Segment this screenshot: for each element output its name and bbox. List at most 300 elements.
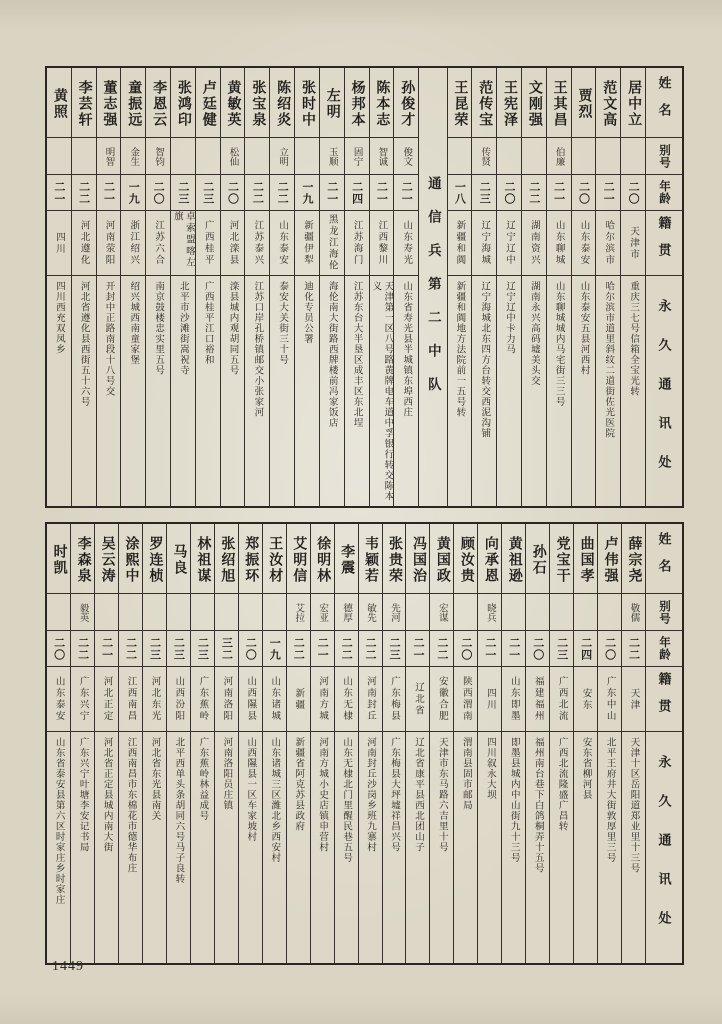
person-native-place: 河北正定 [95,667,118,732]
person-age: 二一 [394,175,418,211]
person-age: 二二 [359,631,382,667]
person-name: 李森泉 [71,524,94,594]
person-name: 黄敏英 [221,68,245,138]
person-alias [263,594,286,631]
person-alias: 智钧 [146,138,170,175]
person-name: 林祖谋 [191,524,214,594]
person-column [47,68,71,506]
person-age: 二一 [596,175,620,211]
person-alias: 毅英 [71,594,94,631]
person-address: 渭南县固市邮局 [460,737,471,811]
person-native-place: 辽北省 [406,667,429,732]
person-alias [196,138,220,175]
person-native-place: 山东即墨 [502,667,525,732]
person-alias [454,594,477,631]
person-column [190,524,214,963]
header-column-top [645,68,682,506]
person-alias: 德厚 [335,594,358,631]
person-alias: 先河 [383,594,406,631]
person-column [447,68,472,506]
person-native-place: 河南方城 [311,667,334,732]
person-column [170,68,195,506]
person-column [70,524,94,963]
person-native-place: 浙江绍兴 [121,211,145,276]
person-address: 江苏口岸孔桥镇邮交小张家河 [252,281,263,418]
person-name: 艾明信 [287,524,310,594]
person-column [269,68,294,506]
person-alias: 晓兵 [478,594,501,631]
person-column [621,524,645,963]
header-alias-label: 别号 [646,138,682,175]
person-column [453,524,477,963]
person-column [142,524,166,963]
person-alias: 松仙 [221,138,245,175]
person-native-place: 黑龙江海伦 [320,211,344,276]
person-address: 广西北流隆盛广昌转 [556,737,567,832]
person-name: 张宝泉 [245,68,269,138]
person-alias [239,594,262,631]
person-address: 滦县城内观胡同五号 [227,281,238,376]
person-name: 党宝干 [550,524,573,594]
person-native-place: 广东兴宁 [71,667,94,732]
person-name: 王其昌 [547,68,571,138]
person-address: 安东省柳河县 [580,737,591,800]
person-column [471,68,496,506]
person-column [310,524,334,963]
person-age: 二三 [167,631,190,667]
person-age: 二〇 [221,175,245,211]
person-age: 一九 [295,175,319,211]
person-age: 二一 [406,631,429,667]
header-native-label: 籍贯 [646,667,682,732]
person-address: 广东蕉岭林益成号 [197,737,208,821]
person-column [286,524,310,963]
person-alias [621,138,645,175]
person-column [525,524,549,963]
person-name: 王昆荣 [448,68,472,138]
person-column [620,68,645,506]
person-alias [572,138,596,175]
person-alias [215,594,238,631]
person-name: 马良 [167,524,190,594]
person-column [334,524,358,963]
person-name: 张时中 [295,68,319,138]
person-native-place: 天津 [622,667,645,732]
person-age: 二二 [72,175,96,211]
person-native-place: 新疆和阗 [448,211,472,276]
person-age: 二二 [335,631,358,667]
person-alias [596,138,620,175]
person-column [382,524,406,963]
person-address: 福州南台巷下白鸽桐弄十五号 [532,737,543,874]
person-age: 二三 [550,631,573,667]
person-alias: 智诚 [370,138,394,175]
person-name: 吴云涛 [95,524,118,594]
header-column-bottom [645,524,682,963]
person-name: 李恩云 [146,68,170,138]
person-address: 山东无棣北门里醒民巷五号 [341,737,352,863]
header-native-label: 籍贯 [646,211,682,276]
person-column [597,524,621,963]
person-native-place: 广西桂平 [196,211,220,276]
person-name: 左明 [320,68,344,138]
person-age: 二〇 [526,631,549,667]
person-name: 童振远 [121,68,145,138]
person-age: 二三 [196,175,220,211]
person-age: 二〇 [621,175,645,211]
person-address: 河南洛阳员庄镇 [221,737,232,811]
person-alias: 宏谋 [430,594,453,631]
person-column [571,68,596,506]
person-address: 河南封丘沙岗乡班九寨村 [365,737,376,853]
person-column [405,524,429,963]
person-name: 李芸轩 [72,68,96,138]
page-number: 1449 [52,959,84,974]
person-age: 二四 [574,631,597,667]
person-age: 二二 [270,175,294,211]
person-alias: 敏先 [359,594,382,631]
person-native-place: 山东无棣 [335,667,358,732]
person-native-place: 哈尔滨市 [596,211,620,276]
header-address-label: 永久通讯处 [656,755,672,950]
roster-table-bottom [45,522,684,965]
person-native-place: 广西北流 [550,667,573,732]
person-column [238,524,262,963]
person-native-place: 山西隰县 [239,667,262,732]
person-name: 居中立 [621,68,645,138]
person-name: 徐明林 [311,524,334,594]
person-age: 二二 [430,631,453,667]
person-name: 张绍旭 [215,524,238,594]
person-address: 哈尔滨市道里斜纹二道街佐光医院 [603,281,614,439]
person-age: 一九 [263,631,286,667]
person-name: 卢伟强 [598,524,621,594]
person-native-place: 山东诸城 [263,667,286,732]
person-age: 二三 [191,631,214,667]
person-column [145,68,170,506]
person-native-place: 河南荥阳 [97,211,121,276]
person-alias [406,594,429,631]
person-alias: 玉顺 [320,138,344,175]
person-column [166,524,190,963]
person-alias [167,594,190,631]
person-address: 山东聊城城内马宅街三三号 [553,281,564,407]
person-column [118,524,142,963]
person-column [244,68,269,506]
person-name: 范传宝 [472,68,496,138]
person-column [595,68,620,506]
person-address: 天津市东马路六吉里十号 [436,737,447,853]
person-address: 广西桂平江口裕和 [202,281,213,365]
person-alias: 立明 [270,138,294,175]
person-address: 南京鼓楼忠实里五号 [153,281,164,376]
person-address: 绍兴城西南童家堡 [128,281,139,365]
person-alias [143,594,166,631]
person-native-place: 新疆 [287,667,310,732]
person-age: 一八 [448,175,472,211]
person-name: 李震 [335,524,358,594]
person-address: 北平西单头条胡同六号马子良转 [173,737,184,884]
person-alias [47,138,71,175]
person-name: 王汝材 [263,524,286,594]
person-native-place: 湖南资兴 [522,211,546,276]
person-address: 山东诸城三区潍北乡西安村 [269,737,280,863]
person-alias [191,594,214,631]
person-column [546,68,571,506]
person-age: 二〇 [497,175,521,211]
person-alias: 敬儒 [622,594,645,631]
person-age: 二一 [97,175,121,211]
person-address: 天津第一区八号路黄牌电车道中孚银行转交陈本义 [370,281,393,502]
person-name: 涂熙中 [119,524,142,594]
person-column [47,524,70,963]
person-age: 二一 [547,175,571,211]
person-name: 罗连桢 [143,524,166,594]
person-column [393,68,418,506]
person-native-place: 河北东光 [143,667,166,732]
person-name: 董志强 [97,68,121,138]
person-column [477,524,501,963]
person-alias: 固宁 [345,138,369,175]
person-column [319,68,344,506]
header-alias-label: 别号 [646,594,682,631]
roster-table-top [45,66,684,508]
person-column [71,68,96,506]
unit-label-column [418,68,446,506]
person-native-place: 广东蕉岭 [191,667,214,732]
person-name: 文刚强 [522,68,546,138]
person-age: 二〇 [454,631,477,667]
person-address: 新疆和阗地方法院前一五号转 [454,281,465,418]
person-address: 四川叙永大坝 [484,737,495,800]
person-age: 二〇 [146,175,170,211]
person-name: 杨邦本 [345,68,369,138]
person-alias: 传贤 [472,138,496,175]
person-alias [72,138,96,175]
person-name: 黄祖逊 [502,524,525,594]
person-address: 河北省遵化县西街五十六号 [78,281,89,407]
header-name-label: 姓名 [646,524,682,594]
person-column [573,524,597,963]
person-address: 新疆省阿克苏县政府 [293,737,304,832]
person-column [501,524,525,963]
person-alias: 明智 [97,138,121,175]
person-native-place: 安东 [574,667,597,732]
person-alias: 俊文 [394,138,418,175]
person-address: 江西南昌市东棉花市德华布庄 [125,737,136,874]
person-native-place: 山东聊城 [547,211,571,276]
person-native-place: 新疆伊犁 [295,211,319,276]
person-age: 二一 [478,631,501,667]
header-age-label: 年龄 [646,631,682,667]
person-native-place: 山东泰安 [270,211,294,276]
person-name: 孙俊才 [394,68,418,138]
person-column [369,68,394,506]
person-alias [245,138,269,175]
person-address: 山东省泰安县第六区时家庄乡时家庄 [53,737,64,905]
person-name: 黄照 [47,68,71,138]
person-age: 二四 [345,175,369,211]
person-name: 陈本志 [370,68,394,138]
person-age: 二〇 [572,175,596,211]
person-column [94,524,118,963]
person-native-place: 河南洛阳 [215,667,238,732]
person-alias [497,138,521,175]
person-age: 二〇 [239,631,262,667]
person-address: 湖南永兴高码墟美头交 [528,281,539,386]
person-address: 山东泰安五县河西村 [578,281,589,376]
person-address: 四川西充双凤乡 [53,281,64,355]
person-alias [550,594,573,631]
person-address: 广东兴宁叶塘李安记书局 [77,737,88,853]
person-column [521,68,546,506]
person-address: 江苏东台大半垦区成丰区东北埕 [351,281,362,428]
person-alias: 艾拉 [287,594,310,631]
person-age: 二三 [171,175,195,211]
person-native-place: 四川 [478,667,501,732]
person-age: 二二 [245,175,269,211]
person-alias [522,138,546,175]
person-age: 一九 [121,175,145,211]
person-native-place: 辽宁海城 [472,211,496,276]
person-age: 二一 [320,175,344,211]
person-name: 贾烈 [572,68,596,138]
person-age: 二二 [71,631,94,667]
person-column [358,524,382,963]
person-column [120,68,145,506]
person-native-place: 陕西渭南 [454,667,477,732]
person-address: 北平市沙滩街嵩祝寺 [177,281,188,376]
header-age-label: 年龄 [646,175,682,211]
person-address: 辽宁辽中卡力马 [504,281,515,355]
person-name: 向承恩 [478,524,501,594]
unit-label: 通信兵第二中队 [425,175,441,411]
person-native-place: 四川 [47,211,71,276]
person-age: 二三 [143,631,166,667]
person-age: 二二 [522,175,546,211]
person-alias [598,594,621,631]
person-age: 二一 [95,631,118,667]
person-name: 陈绍炎 [270,68,294,138]
person-age: 二二 [287,631,310,667]
person-column [195,68,220,506]
person-name: 张鸿印 [171,68,195,138]
person-age: 二一 [47,175,71,211]
person-native-place: 江西黎川 [370,211,394,276]
person-name: 卢廷健 [196,68,220,138]
person-native-place: 江西南昌 [119,667,142,732]
person-address: 河南方城小史店镇申营村 [317,737,328,853]
person-native-place: 江苏泰兴 [245,211,269,276]
person-age: 三二 [215,631,238,667]
person-address: 山西隰县一区车家坡村 [245,737,256,842]
person-native-place: 广东中山 [598,667,621,732]
person-native-place: 广东梅县 [383,667,406,732]
person-alias: 宏亚 [311,594,334,631]
person-native-place: 河北滦县 [221,211,245,276]
person-column [549,524,573,963]
person-address: 海伦南大街路西牌楼前冯家饭店 [326,281,337,428]
person-address: 辽宁海城北东四方台转交西泥沟铺 [479,281,490,439]
person-native-place: 福建福州 [526,667,549,732]
person-column [214,524,238,963]
person-address: 辽北省康平县西北团山子 [412,737,423,853]
person-column [294,68,319,506]
person-address: 迪化专员公署 [301,281,312,344]
person-age: 二二 [119,631,142,667]
person-native-place: 卓索盟喀左旗 [171,211,195,276]
person-column [429,524,453,963]
person-native-place: 山东泰安 [572,211,596,276]
person-name: 曲国孝 [574,524,597,594]
person-alias [95,594,118,631]
person-alias: 金生 [121,138,145,175]
header-address-label: 永久通讯处 [656,298,672,494]
person-address: 即墨县城内中山街九十三号 [508,737,519,863]
person-age: 二三 [472,175,496,211]
person-native-place: 江苏六合 [146,211,170,276]
person-alias [574,594,597,631]
person-name: 王宪泽 [497,68,521,138]
person-native-place: 天津市 [621,211,645,276]
person-age: 二〇 [598,631,621,667]
person-address: 河北省正定县城内南大街 [101,737,112,853]
person-native-place: 山东寿光 [394,211,418,276]
person-native-place: 山东泰安 [47,667,70,732]
person-age: 二一 [502,631,525,667]
person-native-place: 河北遵化 [72,211,96,276]
header-name-label: 姓名 [646,68,682,138]
person-native-place: 辽宁辽中 [497,211,521,276]
person-name: 范文高 [596,68,620,138]
person-address: 广东梅县大坪墟祥昌兴号 [389,737,399,853]
person-column [262,524,286,963]
person-name: 张贵荣 [383,524,406,594]
person-native-place: 山西汾阳 [167,667,190,732]
person-name: 顾汝贵 [454,524,477,594]
person-native-place: 河南封丘 [359,667,382,732]
person-column [344,68,369,506]
person-alias [47,594,70,631]
person-address: 山东省寿光县半城镇东埠西庄 [401,281,412,418]
person-name: 时凯 [47,524,70,594]
person-age: 二一 [311,631,334,667]
person-alias [295,138,319,175]
person-name: 孙石 [526,524,549,594]
person-name: 冯国治 [406,524,429,594]
person-name: 薛宗尧 [622,524,645,594]
person-alias [119,594,142,631]
person-address: 泰安大关街三十号 [277,281,288,365]
person-column [96,68,121,506]
person-address: 北平王府井大街敦厚里三号 [604,737,615,863]
person-alias [448,138,472,175]
person-address: 天津十区岳阳道郑业里十三号 [628,737,639,874]
person-name: 郑振环 [239,524,262,594]
person-name: 黄国政 [430,524,453,594]
person-alias [171,138,195,175]
person-alias [502,594,525,631]
person-age: 二三 [383,631,406,667]
person-address: 开封中正路南段十八号交 [103,281,114,397]
person-age: 二〇 [47,631,70,667]
person-native-place: 安徽合肥 [430,667,453,732]
person-alias [526,594,549,631]
person-address: 重庆三七号信箱全宝光转 [628,281,639,397]
person-age: 二二 [622,631,645,667]
person-native-place: 江苏海门 [345,211,369,276]
person-address: 河北省东光县南关 [149,737,160,821]
